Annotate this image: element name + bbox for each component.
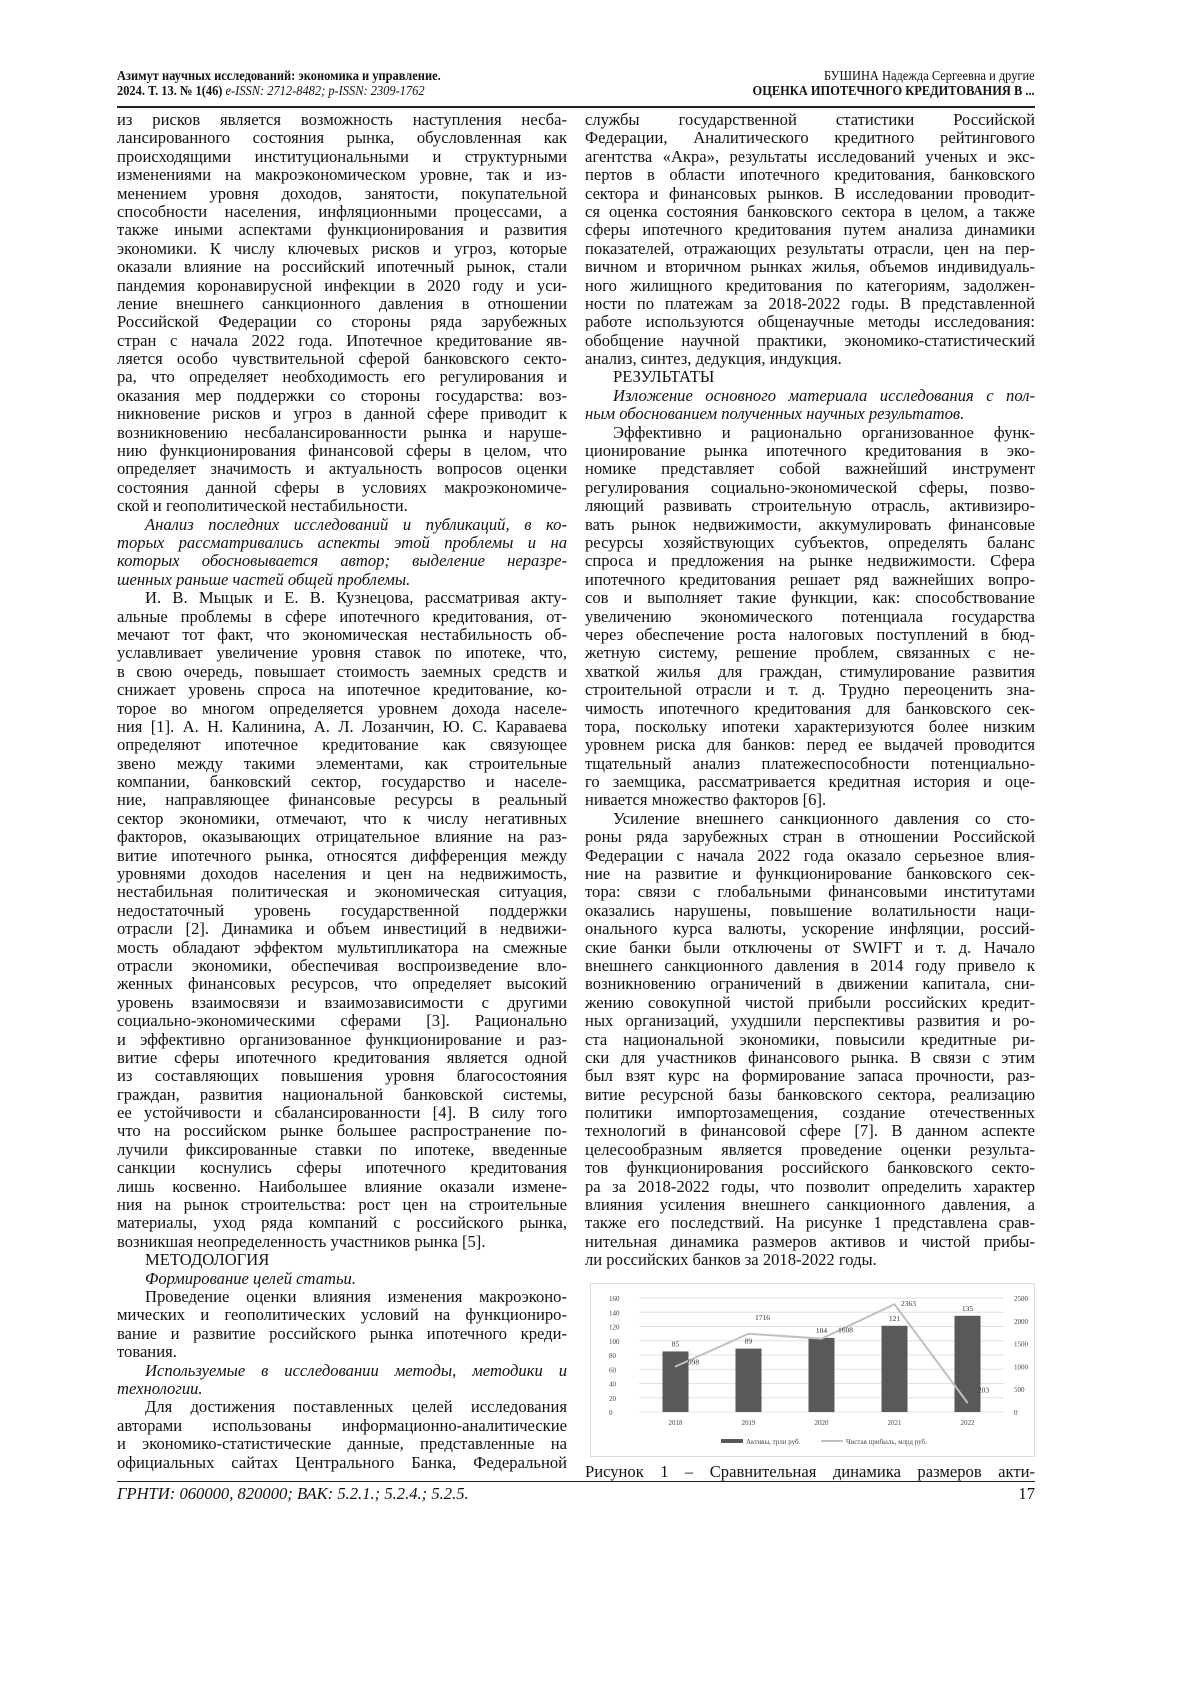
text-line: происходящими институциональными и структурными bbox=[117, 146, 567, 166]
right-axis-tick-label: 1500 bbox=[1014, 1340, 1028, 1349]
italic-subheading bbox=[117, 516, 567, 590]
text-line: также иными аспектами функционирования и развития bbox=[117, 220, 567, 240]
text-line: Для достижения поставленных целей исследования bbox=[145, 1397, 567, 1417]
category-label: 2021 bbox=[887, 1419, 902, 1427]
text-line: женных финансовых ресурсов, что определяет высокий bbox=[117, 974, 567, 994]
text-line: технологии. bbox=[117, 1378, 203, 1398]
left-column bbox=[117, 111, 567, 1472]
article-authors: БУШИНА Надежда Сергеевна и другие bbox=[824, 68, 1035, 83]
text-line: отрасли экономики, обеспечивая воспроизведение вло- bbox=[117, 955, 567, 975]
text-line: Проведение оценки влияния изменения макроэконо- bbox=[145, 1287, 567, 1306]
bar-assets bbox=[955, 1316, 981, 1412]
text-line: увеличению экономического потенциала государства bbox=[585, 606, 1035, 626]
text-line: сферы ипотечного кредитования путем анализа динамики bbox=[585, 220, 1035, 240]
text-line: сектор экономики, отмечают, что к числу негативных bbox=[117, 808, 567, 828]
text-line: МЕТОДОЛОГИЯ bbox=[145, 1250, 270, 1270]
text-line: шенных раньше частей общей проблемы. bbox=[117, 569, 411, 589]
bar-data-label: 89 bbox=[744, 1336, 753, 1346]
text-line: целесообразным является проведение оценки результа- bbox=[585, 1139, 1035, 1159]
text-line: показателей, отражающих результаты отрасли, цен на пер- bbox=[585, 238, 1035, 258]
text-line: снижает уровень спроса на ипотечное кредитование, ко- bbox=[117, 680, 567, 700]
right-axis-tick-label: 2000 bbox=[1014, 1317, 1028, 1326]
text-line: ся оценка состояния банковского сектора в целом, а также bbox=[585, 201, 1035, 221]
text-line: экономики. К числу ключевых рисков и угроз, которые bbox=[117, 238, 567, 258]
text-line: определяет значимость и актуальность вопросов оценки bbox=[117, 459, 567, 479]
text-line: службы государственной статистики Российской bbox=[585, 110, 1035, 129]
left-axis-tick-label: 60 bbox=[609, 1366, 616, 1375]
journal-issue: 2024. Т. 13. № 1(46) bbox=[117, 83, 223, 98]
text-line: И. В. Мыцык и Е. В. Кузнецова, рассматривая акту- bbox=[145, 588, 567, 608]
text-line: из составляющих повышения уровня благосостояния bbox=[117, 1066, 567, 1086]
section-heading bbox=[117, 1251, 567, 1269]
text-line: и эффективно организованное функционирование и раз- bbox=[117, 1029, 567, 1049]
text-line: изменениями на макроэкономическом уровне, так и из- bbox=[117, 165, 567, 185]
text-line: строительной отрасли и т. д. Трудно переоценить зна- bbox=[585, 680, 1035, 700]
text-line: номике представляет собой важнейший инструмент bbox=[585, 459, 1035, 479]
text-line: ционирование рынка ипотечного кредитования в эко- bbox=[585, 441, 1035, 461]
text-line: ские банки были отключены от SWIFT и т. д. Начало bbox=[585, 937, 1035, 957]
line-point bbox=[748, 1333, 750, 1335]
text-line: и экономико-статистические данные, представленные на bbox=[117, 1434, 567, 1454]
text-line: тора: связи с глобальными финансовыми институтами bbox=[585, 882, 1035, 902]
italic-subheading bbox=[585, 387, 1035, 424]
text-line: уровень взаимосвязи и взаимозависимости с другими bbox=[117, 992, 567, 1012]
text-line: политики импортозамещения, создание отечественных bbox=[585, 1103, 1035, 1123]
text-line: определяют ипотечное кредитование как связующее bbox=[117, 735, 567, 755]
text-line: витие ресурсной базы банковского сектора, реализацию bbox=[585, 1084, 1035, 1104]
page-number: 17 bbox=[1018, 1484, 1035, 1503]
text-line: факторов, оказывающих отрицательное влияние на раз- bbox=[117, 827, 567, 847]
text-line: обобщение научной практики, экономико-статистический bbox=[585, 330, 1035, 350]
article-info bbox=[753, 68, 1035, 98]
text-line: также его последствий. На рисунке 1 представлена срав- bbox=[585, 1213, 1035, 1233]
legend-label-assets: Активы, трлн руб. bbox=[746, 1438, 801, 1446]
text-line: альные проблемы в сфере ипотечного кредитования, от- bbox=[117, 606, 567, 626]
text-line: ния на рынок строительства: рост цен на строительные bbox=[117, 1195, 567, 1215]
paragraph bbox=[585, 810, 1035, 1270]
text-line: регулирования социально-экономической сферы, позво- bbox=[585, 477, 1035, 497]
text-line: РЕЗУЛЬТАТЫ bbox=[613, 367, 715, 387]
line-data-label: 1608 bbox=[838, 1325, 853, 1335]
text-line: ных организаций, ухудшили перспективы развития и ро- bbox=[585, 1011, 1035, 1031]
text-line: уровнем риска для банков: перед ее выдачей проводится bbox=[585, 735, 1035, 755]
text-line: ного жилищного кредитования по категориям, задолжен- bbox=[585, 275, 1035, 295]
text-line: жетную систему, решение проблем, связанных с не- bbox=[585, 643, 1035, 663]
category-label: 2020 bbox=[814, 1419, 829, 1427]
journal-name: Азимут научных исследований: экономика и управление. bbox=[117, 68, 441, 83]
text-line: официальных сайтах Центрального Банка, Федеральной bbox=[117, 1452, 567, 1472]
legend-swatch-assets bbox=[721, 1439, 743, 1443]
text-line: лучили фиксированные ставки по ипотеке, введенные bbox=[117, 1139, 567, 1159]
text-line: возникновению несбалансированности рынка и наруше- bbox=[117, 422, 567, 442]
italic-subheading bbox=[117, 1270, 567, 1288]
text-line: менением уровня доходов, занятости, покупательной bbox=[117, 183, 567, 203]
text-line: нестабильная политическая и экономическая ситуация, bbox=[117, 882, 567, 902]
text-line: жению совокупной чистой прибыли российских кредит- bbox=[585, 992, 1035, 1012]
paragraph bbox=[117, 111, 567, 516]
bar-assets bbox=[736, 1349, 762, 1412]
text-line: Формирование целей статьи. bbox=[145, 1268, 356, 1288]
text-line: оказали влияние на российский ипотечный рынок, стали bbox=[117, 257, 567, 277]
text-line: вать рынок недвижимости, аккумулировать финансовые bbox=[585, 514, 1035, 534]
text-line: Используемые в исследовании методы, методики и bbox=[145, 1360, 567, 1380]
text-line: Усиление внешнего санкционного давления со сто- bbox=[613, 808, 1035, 828]
bar-data-label: 85 bbox=[671, 1339, 680, 1349]
text-line: возникновению ограничений в движении капитала, сни- bbox=[585, 974, 1035, 994]
text-line: сектора и финансовых рынков. В исследовании проводит- bbox=[585, 183, 1035, 203]
text-line: торых рассматривались аспекты этой проблемы и на bbox=[117, 532, 567, 552]
text-line: был взят курс на формирование запаса прочности, раз- bbox=[585, 1066, 1035, 1086]
right-axis-tick-label: 1000 bbox=[1014, 1363, 1028, 1372]
paragraph bbox=[117, 1398, 567, 1472]
text-line: Изложение основного материала исследования с пол- bbox=[613, 385, 1035, 405]
left-axis-tick-label: 120 bbox=[609, 1323, 620, 1332]
right-axis-tick-label: 2500 bbox=[1014, 1295, 1028, 1303]
bar-data-label: 135 bbox=[961, 1303, 974, 1313]
text-line: чимость ипотечного кредитования для банковского сек- bbox=[585, 698, 1035, 718]
text-line: ным обоснованием полученных научных результатов. bbox=[585, 404, 965, 424]
text-line: Федерации, Аналитического кредитного рейтингового bbox=[585, 128, 1035, 148]
text-line: Федерации с начала 2022 года оказало серьезное влия- bbox=[585, 845, 1035, 865]
text-line: ски для участников финансового рынка. В связи с этим bbox=[585, 1047, 1035, 1067]
left-axis-tick-label: 0 bbox=[609, 1409, 613, 1417]
page-footer bbox=[117, 1481, 1035, 1504]
line-point bbox=[821, 1338, 823, 1340]
text-line: в свою очередь, повышает стоимость заемных средств и bbox=[117, 661, 567, 681]
running-header bbox=[117, 68, 1035, 108]
figure-1-chart bbox=[590, 1283, 1035, 1457]
paragraph bbox=[117, 589, 567, 1251]
text-line: лишь косвенно. Наибольшее влияние оказали измене- bbox=[117, 1176, 567, 1196]
text-line: никновение рисков и угроз в данной сфере приводит к bbox=[117, 404, 567, 424]
text-line: Российской Федерации со стороны ряда зарубежных bbox=[117, 312, 567, 332]
left-axis-tick-label: 140 bbox=[609, 1309, 620, 1318]
classification-codes: ГРНТИ: 060000, 820000; ВАК: 5.2.1.; 5.2.4.; 5.2.5. bbox=[117, 1484, 469, 1503]
text-line: работе используются общенаучные методы исследования: bbox=[585, 312, 1035, 332]
text-line: граждан, развития национальной банковской системы, bbox=[117, 1084, 567, 1104]
text-line: ние, направляющее финансовые ресурсы в реальный bbox=[117, 790, 567, 810]
text-line: роны ряда зарубежных стран в отношении Российской bbox=[585, 827, 1035, 847]
text-line: ли российских банков за 2018-2022 годы. bbox=[585, 1250, 877, 1270]
left-axis-tick-label: 100 bbox=[609, 1337, 620, 1346]
bar-data-label: 104 bbox=[815, 1325, 828, 1335]
text-line: ской и геополитической нестабильности. bbox=[117, 496, 408, 516]
text-line: технологий в финансовой сфере [7]. В данном аспекте bbox=[585, 1121, 1035, 1141]
text-line: тования. bbox=[117, 1342, 177, 1362]
text-line: материалы, уход ряда компаний с российского рынка, bbox=[117, 1213, 567, 1233]
section-heading bbox=[585, 368, 1035, 386]
text-line: внешнего санкционного давления в 2014 году привело к bbox=[585, 955, 1035, 975]
text-line: Эффективно и рационально организованное функ- bbox=[613, 422, 1035, 442]
line-point bbox=[675, 1366, 677, 1368]
bar-data-label: 121 bbox=[888, 1313, 901, 1323]
text-line: спроса и предложения на рынке недвижимости. Сфера bbox=[585, 551, 1035, 571]
text-line: ние на развитие и функционирование банковского сек- bbox=[585, 864, 1035, 884]
chart-svg bbox=[591, 1284, 1034, 1456]
text-line: ности по платежам за 2018-2022 годы. В представленной bbox=[585, 293, 1035, 313]
text-line: состояния данной сферы в условиях макроэкономиче- bbox=[117, 477, 567, 497]
text-line: уровнями доходов населения и цен на недвижимость, bbox=[117, 864, 567, 884]
line-data-label: 2363 bbox=[901, 1299, 916, 1309]
text-line: недостаточный уровень государственной поддержки bbox=[117, 900, 567, 920]
bar-assets bbox=[882, 1326, 908, 1412]
text-line: хваткой жилья для граждан, стимулирование развития bbox=[585, 661, 1035, 681]
text-line: сов и выполняет такие функции, как: способствование bbox=[585, 588, 1035, 608]
italic-subheading bbox=[117, 1362, 567, 1399]
line-data-label: 1716 bbox=[755, 1312, 770, 1322]
text-line: отрасли [2]. Динамика и объем инвестиций в недвижи- bbox=[117, 919, 567, 939]
text-line: которых обосновывается автор; выделение неразре- bbox=[117, 551, 567, 571]
paragraph bbox=[585, 424, 1035, 810]
right-column bbox=[585, 111, 1035, 1270]
text-line: витие сферы ипотечного кредитования является одной bbox=[117, 1047, 567, 1067]
line-data-label: 203 bbox=[977, 1385, 990, 1395]
text-line: ление внешнего санкционного давления в отношении bbox=[117, 293, 567, 313]
left-axis-tick-label: 80 bbox=[609, 1352, 616, 1360]
text-line: ра, что определяет необходимость его регулирования и bbox=[117, 367, 567, 387]
bar-assets bbox=[663, 1351, 689, 1412]
text-line: мечают тот факт, что экономическая нестабильность об- bbox=[117, 624, 567, 644]
text-line: возникшая неопределенность участников рынка [5]. bbox=[117, 1231, 486, 1251]
text-line: нивается множество факторов [6]. bbox=[585, 790, 827, 810]
figure-caption: Рисунок 1 – Сравнительная динамика размеров акти- bbox=[585, 1462, 1035, 1481]
left-axis-tick-label: 20 bbox=[609, 1394, 616, 1403]
text-line: ния [1]. А. Н. Калинина, А. Л. Лозанчин, Ю. С. Караваева bbox=[117, 716, 567, 736]
text-line: тора, поскольку ипотеки характеризуются более низким bbox=[585, 716, 1035, 736]
text-line: ляющий развивать строительную отрасль, активизиро- bbox=[585, 496, 1035, 516]
line-data-label: 998 bbox=[687, 1357, 700, 1367]
text-line: витие ипотечного рынка, относятся дифференция между bbox=[117, 845, 567, 865]
text-line: что на российском рынке большее распространение по- bbox=[117, 1121, 567, 1141]
right-axis-tick-label: 0 bbox=[1014, 1409, 1018, 1417]
text-line: онального курса валюты, ускорение инфляции, россий- bbox=[585, 919, 1035, 939]
left-axis-tick-label: 160 bbox=[609, 1295, 620, 1303]
text-line: через обеспечение роста налоговых поступлений в бюд- bbox=[585, 624, 1035, 644]
text-line: авторами использованы информационно-аналитические bbox=[117, 1415, 567, 1435]
text-line: го заемщика, рассматривается кредитная история и оце- bbox=[585, 772, 1035, 792]
text-line: звено между такими элементами, как строительные bbox=[117, 753, 567, 773]
legend-label-profit: Чистая прибыль, млрд руб. bbox=[846, 1438, 927, 1446]
text-line: социально-экономическими сферами [3]. Рационально bbox=[117, 1011, 567, 1031]
text-line: способности населения, инфляционными процессами, а bbox=[117, 201, 567, 221]
text-line: ипотечного кредитования решает ряд важнейших вопро- bbox=[585, 569, 1035, 589]
text-line: компании, банковский сектор, государство и населе- bbox=[117, 772, 567, 792]
bar-assets bbox=[809, 1338, 835, 1412]
right-axis-tick-label: 500 bbox=[1014, 1386, 1025, 1395]
paragraph bbox=[117, 1288, 567, 1362]
journal-issn: e-ISSN: 2712-8482; p-ISSN: 2309-1762 bbox=[225, 83, 425, 98]
text-line: нию функционирования финансовой сферы в целом, что bbox=[117, 441, 567, 461]
paragraph bbox=[585, 111, 1035, 368]
text-line: ее устойчивости и сбалансированности [4]. В силу того bbox=[117, 1103, 567, 1123]
category-label: 2022 bbox=[960, 1419, 975, 1427]
text-line: нительная динамика размеров активов и чистой прибы- bbox=[585, 1231, 1035, 1251]
text-line: ресурсы хозяйствующих субъектов, определять баланс bbox=[585, 532, 1035, 552]
text-line: мических и геополитических условий на функциониро- bbox=[117, 1305, 567, 1325]
category-label: 2019 bbox=[741, 1419, 756, 1427]
text-line: влияния усиления внешнего санкционного давления, а bbox=[585, 1195, 1035, 1215]
line-point bbox=[894, 1303, 896, 1305]
text-line: стран с начала 2022 года. Ипотечное кредитование яв- bbox=[117, 330, 567, 350]
journal-info bbox=[117, 68, 441, 98]
text-line: оказания мер поддержки со стороны государства: воз- bbox=[117, 385, 567, 405]
text-line: оказались нарушены, повышение волатильности наци- bbox=[585, 900, 1035, 920]
text-line: пертов в области ипотечного кредитования, банковского bbox=[585, 165, 1035, 185]
text-line: ста национальной экономики, повысили кредитные ри- bbox=[585, 1029, 1035, 1049]
text-line: мость обладают эффектом мультипликатора на смежные bbox=[117, 937, 567, 957]
text-line: пандемия коронавирусной инфекции в 2020 году и уси- bbox=[117, 275, 567, 295]
text-line: из рисков является возможность наступления несба- bbox=[117, 110, 567, 129]
text-line: уславливает увеличение уровня ставок по ипотеке, что, bbox=[117, 643, 567, 663]
text-line: агентства «Акра», результаты исследований ученых и экс- bbox=[585, 146, 1035, 166]
line-point bbox=[967, 1402, 969, 1404]
left-axis-tick-label: 40 bbox=[609, 1380, 616, 1389]
text-line: лансированного состояния рынка, обусловленная как bbox=[117, 128, 567, 148]
text-line: ляется особо чувствительной сферой банковского секто- bbox=[117, 349, 567, 369]
text-line: ра за 2018-2022 годы, что позволит определить характер bbox=[585, 1176, 1035, 1196]
text-line: тщательный анализ платежеспособности потенциально- bbox=[585, 753, 1035, 773]
category-label: 2018 bbox=[668, 1419, 683, 1427]
text-line: вичном и вторичном рынках жилья, объемов индивидуаль- bbox=[585, 257, 1035, 277]
text-line: Анализ последних исследований и публикаций, в ко- bbox=[145, 514, 567, 534]
text-line: вание и развитие российского рынка ипотечного креди- bbox=[117, 1323, 567, 1343]
text-line: тов функционирования российского банковского секто- bbox=[585, 1158, 1035, 1178]
article-title: ОЦЕНКА ИПОТЕЧНОГО КРЕДИТОВАНИЯ В ... bbox=[752, 83, 1035, 98]
text-line: анализ, синтез, дедукция, индукция. bbox=[585, 349, 842, 369]
text-line: торое во многом определяется уровнем дохода населе- bbox=[117, 698, 567, 718]
text-line: санкции коснулись сферы ипотечного кредитования bbox=[117, 1158, 567, 1178]
